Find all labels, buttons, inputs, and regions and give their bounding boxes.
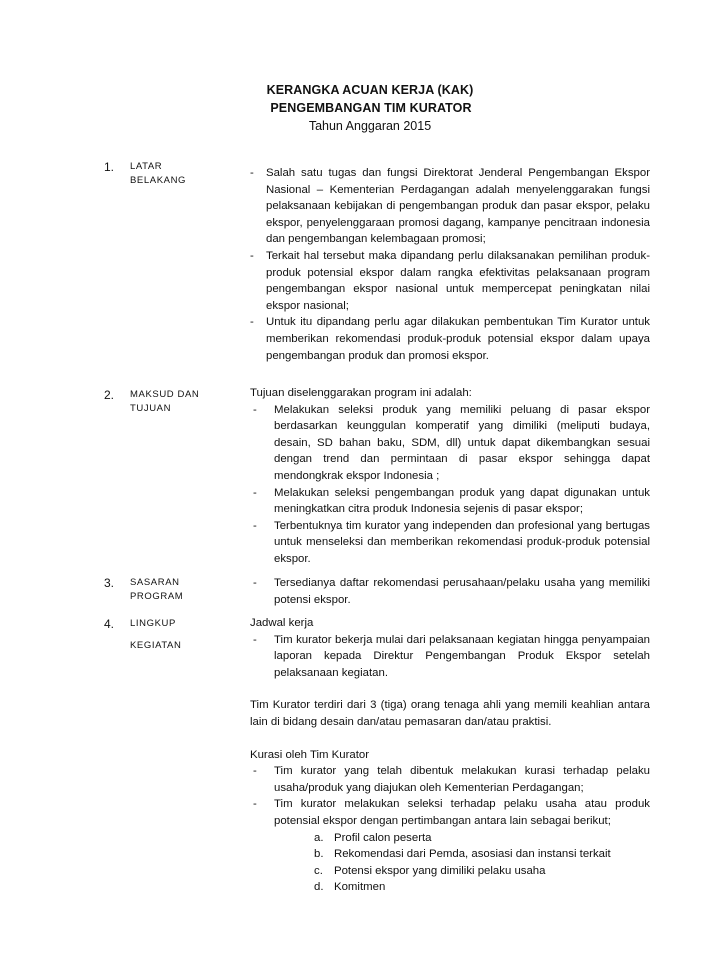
sub-list-item: b. Rekomendasi dari Pemda, asosiasi dan instansi terkait — [314, 848, 611, 861]
section-content — [250, 575, 650, 608]
section-label-line: BELAKANG — [130, 174, 187, 186]
section-number: 4. — [104, 617, 115, 631]
section-number: 3. — [104, 576, 115, 590]
section-label-line: SASARAN — [130, 577, 180, 588]
sub-list-item: d. Komitmen — [314, 881, 386, 894]
section-content — [250, 165, 650, 364]
section-number: 2. — [104, 388, 115, 402]
paragraph-tim-kurator: Tim Kurator terdiri dari 3 (tiga) orang tenaga ahli yang memili keahlian antara lain di bidang desain dan/atau pemasaran dan/atau praktisi. — [250, 699, 650, 728]
title-block — [0, 81, 720, 135]
section-label-line: MAKSUD DAN — [130, 389, 200, 400]
bullet-item: - Untuk itu dipandang perlu agar dilakukan pembentukan Tim Kurator untuk memberikan rekomendasi produk-produk potensial ekspor dalam upaya pengembangan produk dan promosi ekspor. — [250, 316, 650, 362]
section-label-line: KEGIATAN — [130, 640, 182, 651]
bullet-item: - Tim kurator bekerja mulai dari pelaksanaan kegiatan hingga penyampaian laporan kepada Direktur Pengembangan Produk Ekspor setelah pelaksanaan kegiatan. — [253, 633, 650, 679]
section-label — [130, 613, 240, 657]
bullet-item: - Tim kurator melakukan seleksi terhadap pelaku usaha atau produk potensial ekspor dengan pertimbangan antara lain sebagai berikut; — [253, 798, 650, 827]
section-label-line: PROGRAM — [130, 590, 184, 602]
bullet-item: - Tim kurator yang telah dibentuk melakukan kurasi terhadap pelaku usaha/produk yang diajukan oleh Kementerian Perdagangan; — [253, 765, 650, 794]
section-number: 1. — [104, 160, 115, 174]
section-label — [130, 576, 240, 603]
bullet-item: - Salah satu tugas dan fungsi Direktorat Jenderal Pengembangan Ekspor Nasional – Kementerian Perdagangan adalah menyelenggarakan fungsi pelaksanaan kebijakan di pengembangan produk dan pasar ekspor, pelaku ekspor, penyelenggaraan promosi dagang, kampanye pencitraan indonesia dan pengembangan kelembagaan promosi; — [250, 167, 650, 246]
document-subtitle: Tahun Anggaran 2015 — [308, 119, 432, 133]
section-intro: Tujuan diselenggarakan program ini adalah: — [250, 387, 472, 399]
bullet-item: - Melakukan seleksi pengembangan produk yang dapat digunakan untuk meningkatkan citra produk Indonesia sejenis di pasar ekspor; — [253, 486, 650, 516]
sub-list-item: a. Profil calon peserta — [314, 831, 432, 844]
section-label-line: LINGKUP — [130, 618, 176, 629]
document-title-line2: PENGEMBANGAN TIM KURATOR — [270, 101, 472, 115]
section-content — [250, 385, 650, 568]
subheading-jadwal-kerja: Jadwal kerja — [250, 617, 314, 629]
bullet-item: - Melakukan seleksi produk yang memiliki peluang di pasar ekspor berdasarkan keunggulan komperatif yang dimiliki (meliputi budaya, desain, SD bahan baku, SDM, dll) untuk dapat dikembangkan sesuai dengan trend dan permintaan di pasar ekspor sehingga dapat mendongkrak ekspor Indonesia ; — [253, 403, 650, 482]
bullet-item: - Terkait hal tersebut maka dipandang perlu dilaksanakan pemilihan produk-produk potensial ekspor dalam rangka efektivitas pelaksanaan program pengembangan ekspor nasional untuk mempercepat peningkatan nilai ekspor nasional; — [250, 249, 650, 312]
sub-list-item: c. Potensi ekspor yang dimiliki pelaku usaha — [314, 864, 546, 877]
bullet-item: - Tersedianya daftar rekomendasi perusahaan/pelaku usaha yang memiliki potensi ekspor. — [253, 577, 650, 606]
section-label — [130, 388, 240, 415]
section-label — [130, 160, 240, 187]
subheading-kurasi: Kurasi oleh Tim Kurator — [250, 748, 370, 761]
section-content — [250, 615, 650, 896]
document-title: KERANGKA ACUAN KERJA (KAK) — [266, 83, 474, 97]
section-label-line: LATAR — [130, 161, 163, 172]
section-label-line: TUJUAN — [130, 402, 172, 414]
bullet-item: - Terbentuknya tim kurator yang independen dan profesional yang bertugas untuk menseleksi dan memberikan rekomendasi produk-produk potensial ekspor. — [253, 519, 650, 565]
